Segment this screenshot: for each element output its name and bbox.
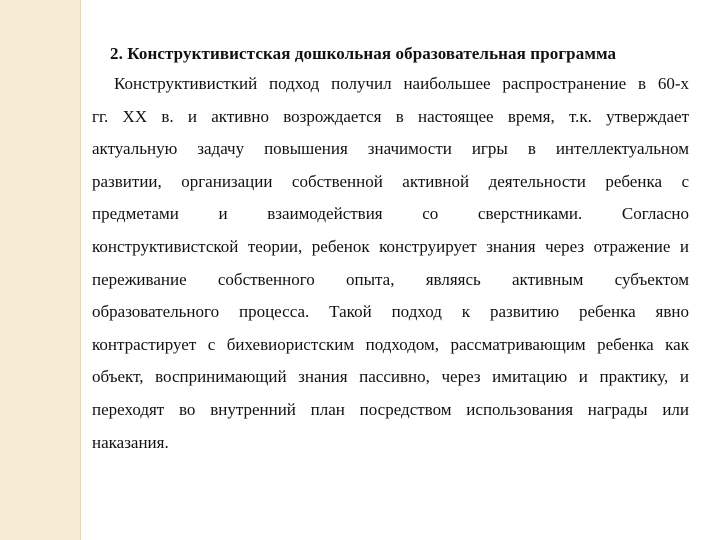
paragraph-line: переходят во внутренний план посредством использования награды или: [92, 399, 689, 419]
paragraph-line: переживание собственного опыта, являясь активным субъектом: [92, 269, 689, 289]
paragraph-line: актуальную задачу повышения значимости игры в интеллектуальном: [92, 139, 689, 159]
paragraph-line: Конструктивисткий подход получил наибольшее распространение в 60-х: [114, 74, 689, 93]
decorative-left-band: [0, 0, 81, 540]
paragraph-line: предметами и взаимодействия со сверстниками. Согласно: [92, 204, 689, 224]
paragraph-line: конструктивистской теории, ребенок конструирует знания через отражение и: [92, 236, 689, 256]
paragraph-line: контрастирует с бихевиористским подходом, рассматривающим ребенка как: [92, 334, 689, 354]
paragraph-line: гг. XX в. и активно возрождается в настоящее время, т.к. утверждает: [92, 106, 689, 126]
paragraph-line: наказания.: [92, 432, 169, 452]
paragraph-line: образовательного процесса. Такой подход к развитию ребенка явно: [92, 302, 689, 322]
paragraph-line: объект, воспринимающий знания пассивно, через имитацию и практику, и: [92, 367, 689, 387]
paragraph-line: развитии, организации собственной активной деятельности ребенка с: [92, 171, 689, 191]
section-heading: 2. Конструктивистская дошкольная образовательная программа: [110, 44, 617, 63]
content-area: [92, 43, 689, 459]
body-paragraph: [92, 68, 689, 459]
